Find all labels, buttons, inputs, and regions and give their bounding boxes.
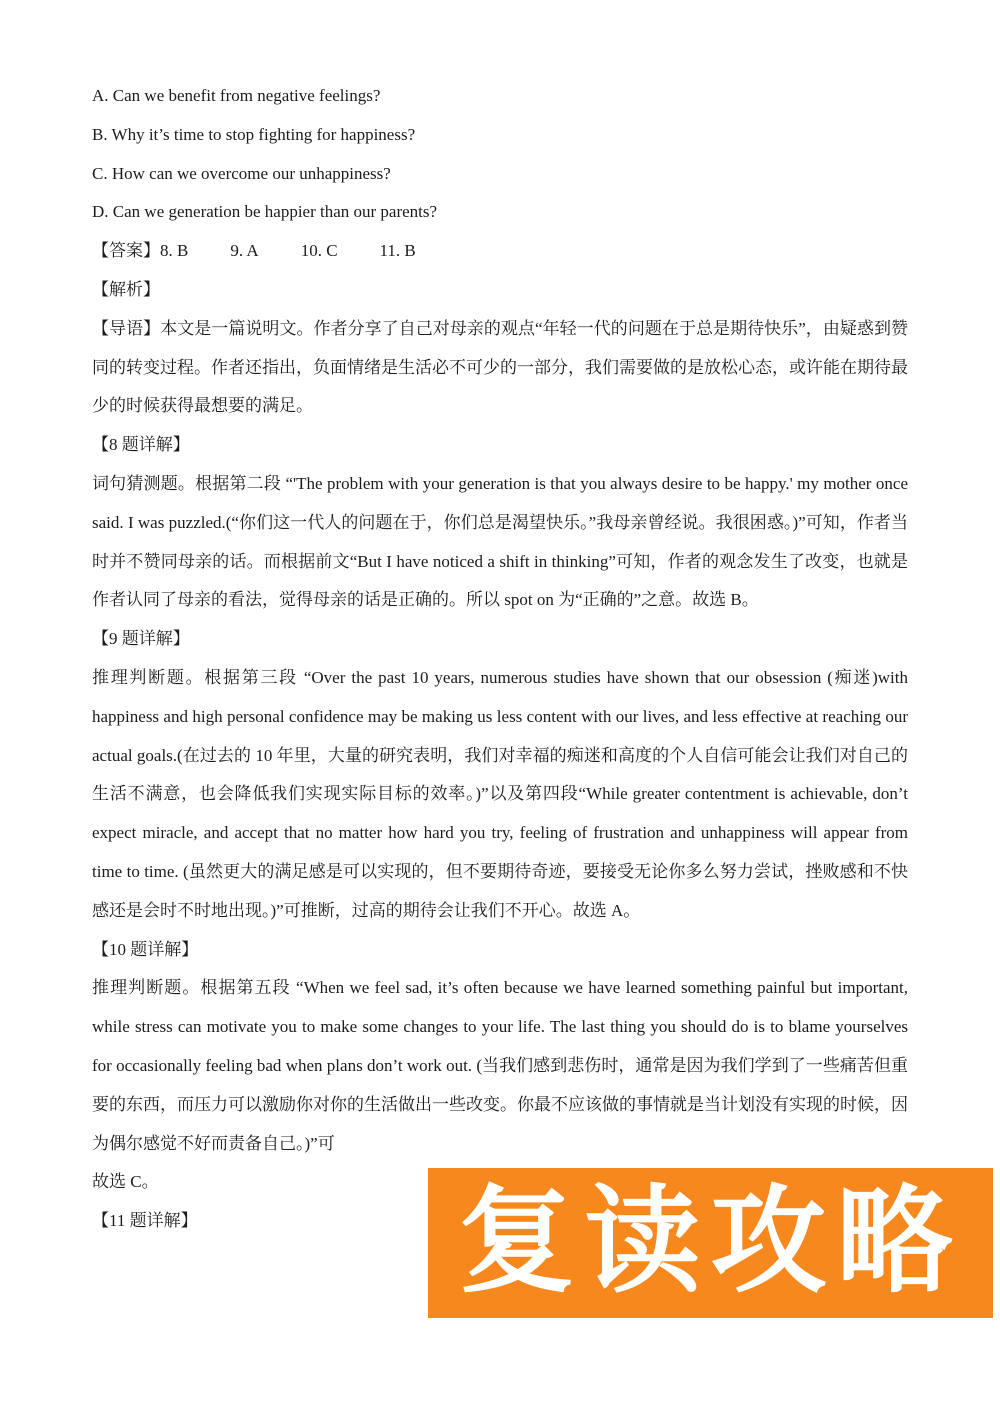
answer-8: 8. B: [160, 241, 189, 261]
intro-tag: 【导语】: [92, 318, 161, 338]
q10-heading: 【10 题详解】: [92, 939, 199, 959]
answer-10: 10. C: [300, 241, 338, 261]
ad-watermark-text: 复读攻略: [458, 1176, 963, 1306]
q9-explanation: 推理判断题。根据第三段 “Over the past 10 years, numerous studies have shown that our obsession (痴迷)with happiness and high personal confidence may be making us less content with our lives, and less effective at reaching our actual goals.(在过去的 10 年里，大量的研究表明，我们对幸福的痴迷和高度的个人自信可能会让我们对自己的生活不满意，也会降低我们实现实际目标的效率。)”以及第四段“While greater contentment is achievable, don’t expect miracle, and accept that no matter how hard you try, feeling of frustration and unhappiness will appear from time to time. (虽然更大的满足感是可以实现的，但不要期待奇迹，要接受无论你多么努力尝试，挫败感和不快感还是会时不时地出现。)”可推断，过高的期待会让我们不开心。故选 A。: [92, 667, 908, 920]
answer-11: 11. B: [379, 241, 416, 261]
analysis-header: 【解析】: [92, 279, 160, 299]
option-d: D. Can we generation be happier than our parents?: [92, 202, 438, 222]
document-content: [92, 77, 908, 1241]
ad-watermark-banner: [428, 1168, 993, 1318]
q11-heading: 【11 题详解】: [92, 1211, 198, 1231]
answer-tag: 【答案】: [92, 241, 160, 261]
option-c: C. How can we overcome our unhappiness?: [92, 163, 391, 183]
intro-paragraph: [92, 310, 908, 426]
answer-9: 9. A: [230, 241, 259, 261]
option-a: A. Can we benefit from negative feelings?: [92, 86, 381, 105]
q8-explanation: 词句猜测题。根据第二段 “'The problem with your generation is that you always desire to be happy.' my mother once said. I was puzzled.(“你们这一代人的问题在于，你们总是渴望快乐。”我母亲曾经说。我很困惑。)”可知，作者当时并不赞同母亲的话。而根据前文“But I have noticed a shift in thinking”可知，作者的观念发生了改变，也就是作者认同了母亲的看法，觉得母亲的话是正确的。所以 spot on 为“正确的”之意。故选 B。: [92, 473, 908, 610]
q8-heading: 【8 题详解】: [92, 435, 190, 455]
answer-line: [92, 232, 908, 271]
option-b: B. Why it’s time to stop fighting for happiness?: [92, 124, 416, 144]
q10-conclusion: 故选 C。: [92, 1172, 159, 1192]
intro-text: 本文是一篇说明文。作者分享了自己对母亲的观点“年轻一代的问题在于总是期待快乐”，由疑惑到赞同的转变过程。作者还指出，负面情绪是生活必不可少的一部分，我们需要做的是放松心态，或许能在期待最少的时候获得最想要的满足。: [92, 318, 909, 416]
q10-explanation: 推理判断题。根据第五段 “When we feel sad, it’s often because we have learned something painful but important, while stress can motivate you to make some changes to your life. The last thing you should do is to blame yourselves for occasionally feeling bad when plans don’t work out. (当我们感到悲伤时，通常是因为我们学到了一些痛苦但重要的东西，而压力可以激励你对你的生活做出一些改变。你最不应该做的事情就是当计划没有实现的时候，因为偶尔感觉不好而责备自己。)”可: [92, 978, 908, 1153]
q9-heading: 【9 题详解】: [92, 629, 190, 649]
